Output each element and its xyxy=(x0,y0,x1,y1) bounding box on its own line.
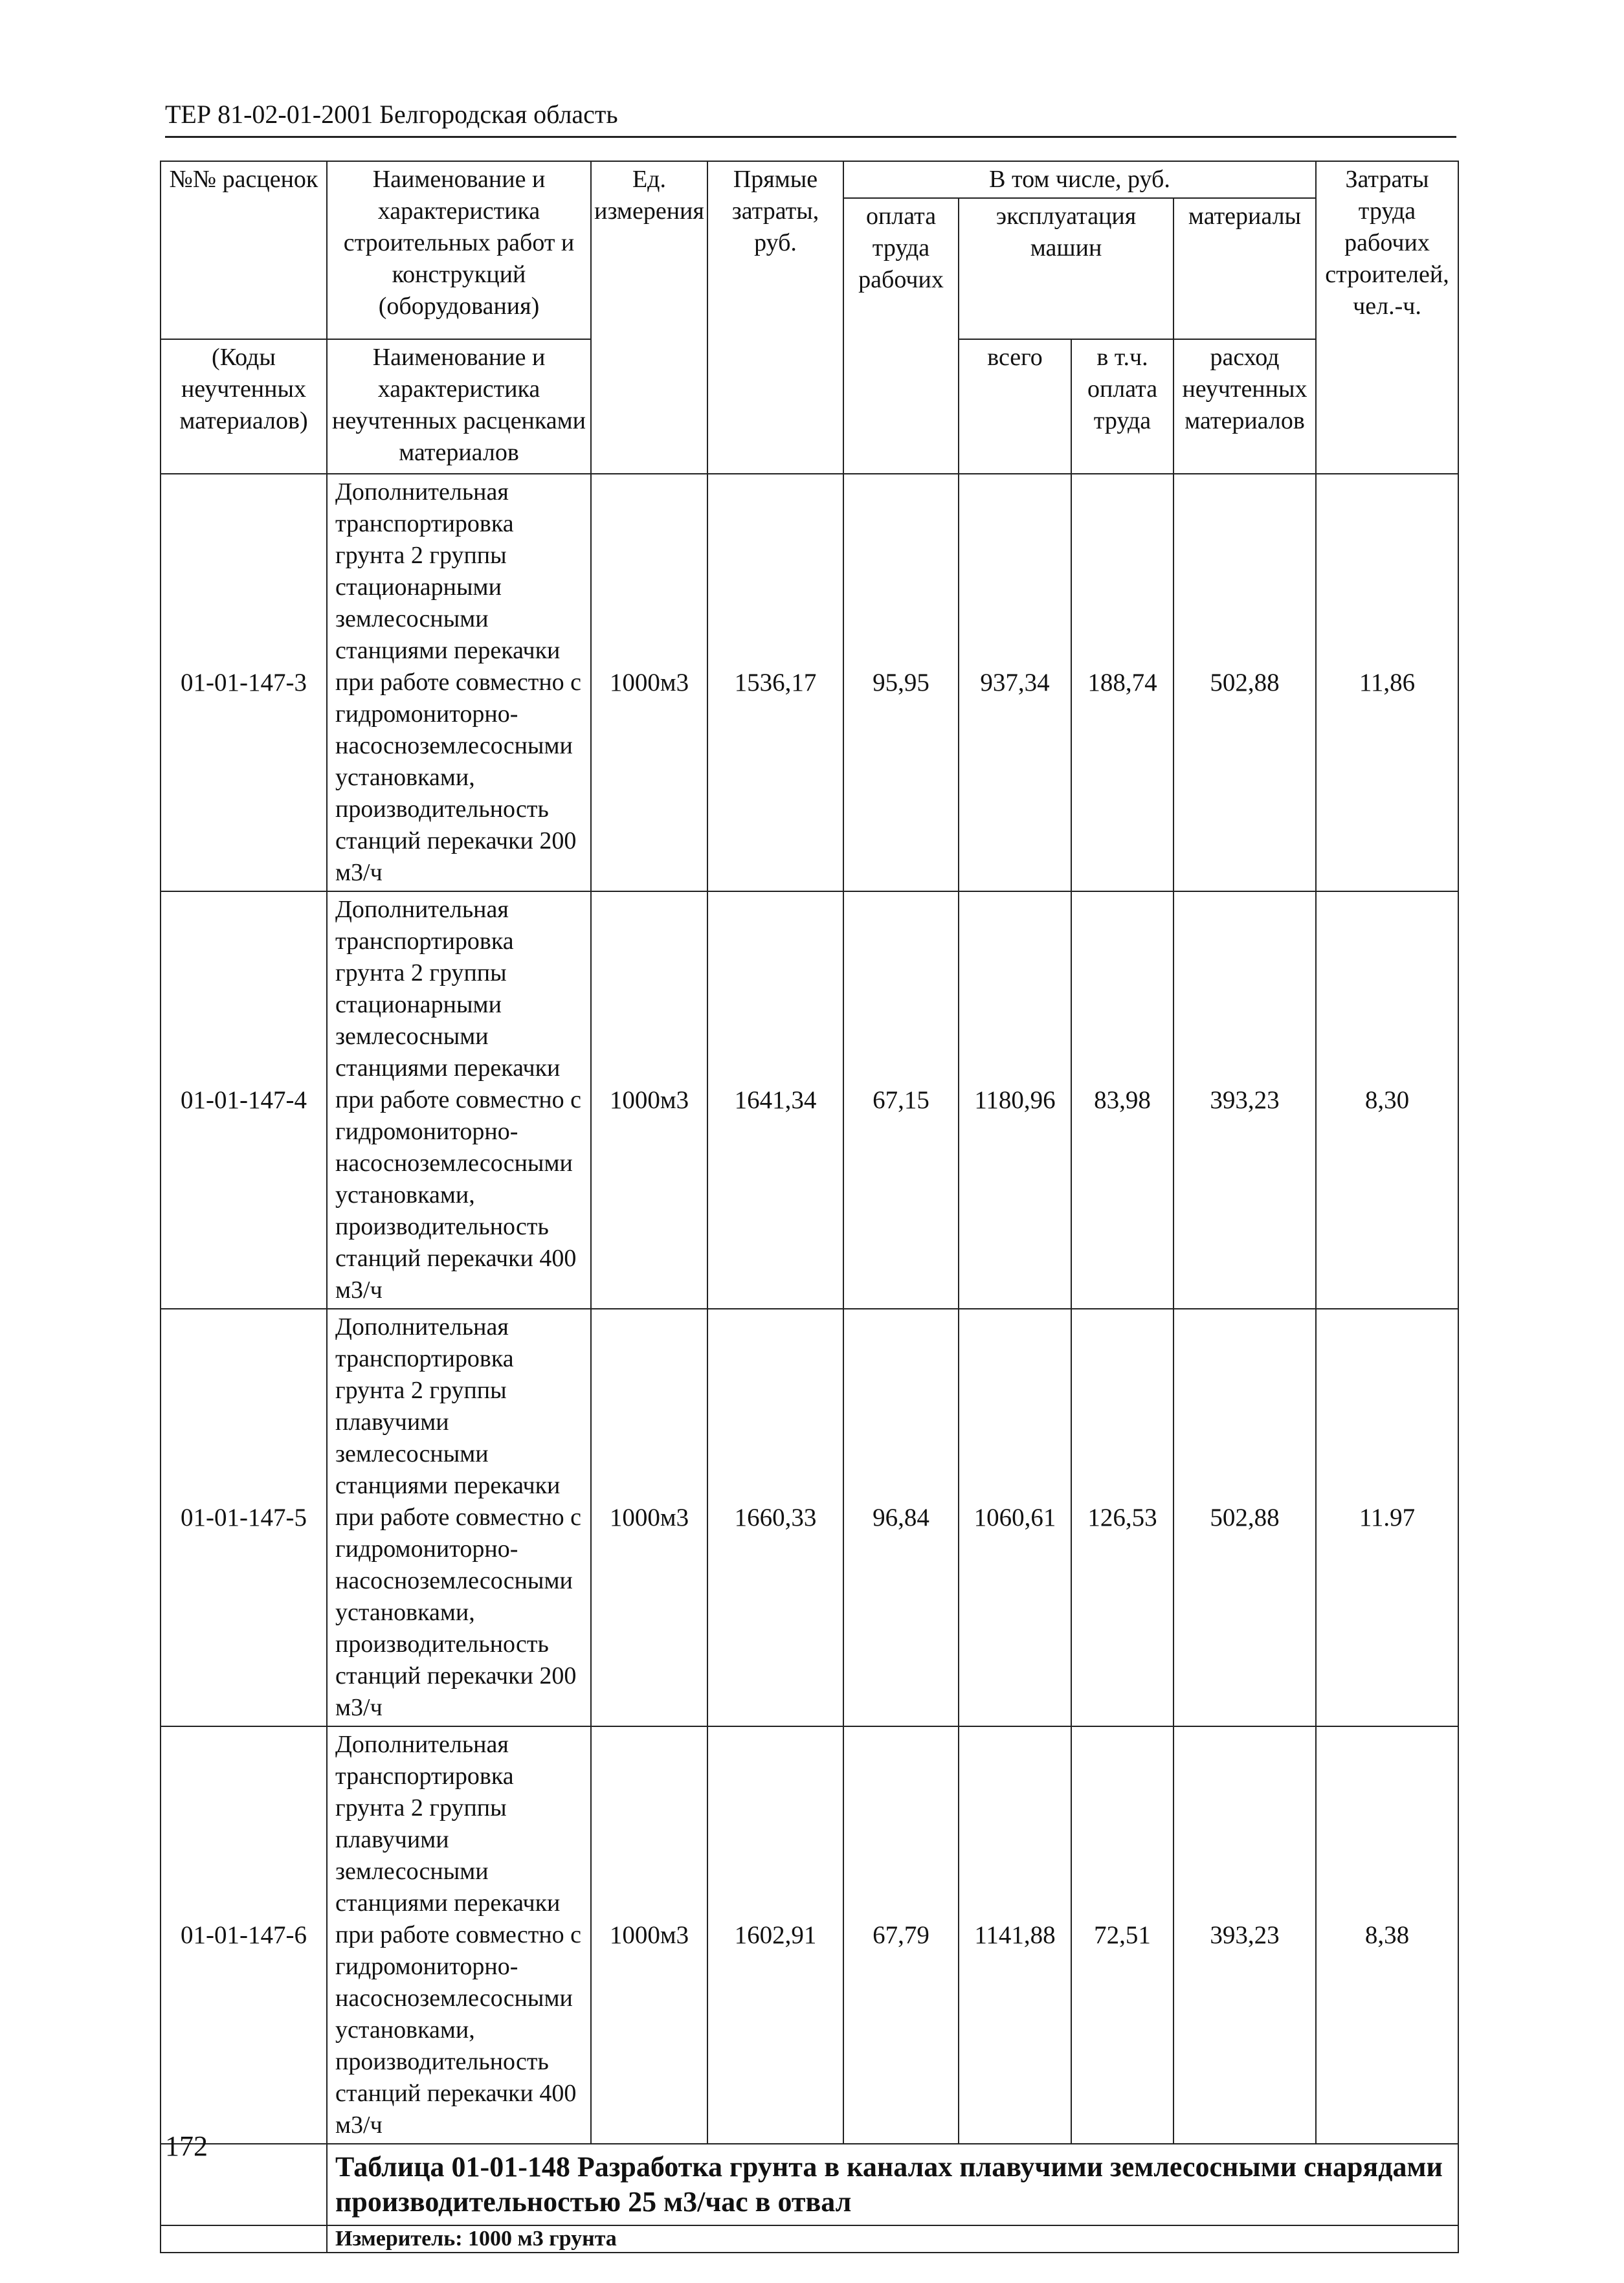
header-machines-total: всего xyxy=(959,339,1071,474)
materials-cell: 502,88 xyxy=(1174,1309,1316,1726)
header-labor-costs: Затраты труда рабочих строителей, чел.-ч. xyxy=(1316,161,1458,474)
work-name: Дополнительная транспортировка грунта 2 группы плавучими землесосными станциями перекачки при работе совместно с гидромониторно-насосноземлесосными установками, производительность станций перекачки 400 м3/ч xyxy=(327,1726,591,2144)
labor-cell: 11,86 xyxy=(1316,474,1458,891)
table-row xyxy=(161,474,1458,891)
work-name: Дополнительная транспортировка грунта 2 группы стационарными землесосными станциями перекачки при работе совместно с гидромониторно-насосноземлесосными установками, производительность станций перекачки 400 м3/ч xyxy=(327,891,591,1309)
page-number: 172 xyxy=(165,2130,208,2162)
wages-cell: 67,79 xyxy=(843,1726,959,2144)
labor-cell: 11.97 xyxy=(1316,1309,1458,1726)
unit-cell: 1000м3 xyxy=(591,1726,707,2144)
unit-cell: 1000м3 xyxy=(591,474,707,891)
header-materials: материалы xyxy=(1174,198,1316,339)
header-wages: оплата труда рабочих xyxy=(843,198,959,474)
unit-cell: 1000м3 xyxy=(591,1309,707,1726)
machines-total-cell: 1060,61 xyxy=(959,1309,1071,1726)
header-materials-sub: расход неучтенных материалов xyxy=(1174,339,1316,474)
next-table-title: Таблица 01-01-148 Разработка грунта в каналах плавучими землесосными снарядами производительностью 25 м3/час в отвал xyxy=(327,2144,1458,2225)
empty-cell xyxy=(161,2225,327,2253)
rate-code: 01-01-147-4 xyxy=(161,891,327,1309)
machines-total-cell: 1180,96 xyxy=(959,891,1071,1309)
wages-cell: 67,15 xyxy=(843,891,959,1309)
header-name: Наименование и характеристика строительных работ и конструкций (оборудования) xyxy=(327,161,591,339)
direct-costs-cell: 1641,34 xyxy=(707,891,843,1309)
table-row xyxy=(161,1726,1458,2144)
machines-wages-cell: 188,74 xyxy=(1071,474,1174,891)
table-title-row xyxy=(161,2144,1458,2225)
materials-cell: 393,23 xyxy=(1174,891,1316,1309)
machines-total-cell: 937,34 xyxy=(959,474,1071,891)
header-unit: Ед. измерения xyxy=(591,161,707,474)
machines-wages-cell: 72,51 xyxy=(1071,1726,1174,2144)
table-row xyxy=(161,1309,1458,1726)
next-table-measure: Измеритель: 1000 м3 грунта xyxy=(327,2225,1458,2253)
header-including: В том числе, руб. xyxy=(843,161,1316,198)
running-header: ТЕР 81-02-01-2001 Белгородская область xyxy=(165,96,1456,138)
direct-costs-cell: 1536,17 xyxy=(707,474,843,891)
header-machines: эксплуатация машин xyxy=(959,198,1174,339)
unit-cell: 1000м3 xyxy=(591,891,707,1309)
wages-cell: 96,84 xyxy=(843,1309,959,1726)
direct-costs-cell: 1660,33 xyxy=(707,1309,843,1726)
rates-table xyxy=(160,161,1459,2253)
labor-cell: 8,30 xyxy=(1316,891,1458,1309)
header-code: №№ расценок xyxy=(161,161,327,339)
materials-cell: 393,23 xyxy=(1174,1726,1316,2144)
labor-cell: 8,38 xyxy=(1316,1726,1458,2144)
header-machines-wages: в т.ч. оплата труда xyxy=(1071,339,1174,474)
header-code-sub: (Коды неучтенных материалов) xyxy=(161,339,327,474)
machines-total-cell: 1141,88 xyxy=(959,1726,1071,2144)
rate-code: 01-01-147-5 xyxy=(161,1309,327,1726)
machines-wages-cell: 83,98 xyxy=(1071,891,1174,1309)
header-direct-costs: Прямые затраты, руб. xyxy=(707,161,843,474)
wages-cell: 95,95 xyxy=(843,474,959,891)
direct-costs-cell: 1602,91 xyxy=(707,1726,843,2144)
work-name: Дополнительная транспортировка грунта 2 группы плавучими землесосными станциями перекачки при работе совместно с гидромониторно-насосноземлесосными установками, производительность станций перекачки 200 м3/ч xyxy=(327,1309,591,1726)
machines-wages-cell: 126,53 xyxy=(1071,1309,1174,1726)
materials-cell: 502,88 xyxy=(1174,474,1316,891)
table-measure-row xyxy=(161,2225,1458,2253)
work-name: Дополнительная транспортировка грунта 2 группы стационарными землесосными станциями перекачки при работе совместно с гидромониторно-насосноземлесосными установками, производительность станций перекачки 200 м3/ч xyxy=(327,474,591,891)
rate-code: 01-01-147-6 xyxy=(161,1726,327,2144)
rate-code: 01-01-147-3 xyxy=(161,474,327,891)
header-name-sub: Наименование и характеристика неучтенных расценками материалов xyxy=(327,339,591,474)
table-row xyxy=(161,891,1458,1309)
